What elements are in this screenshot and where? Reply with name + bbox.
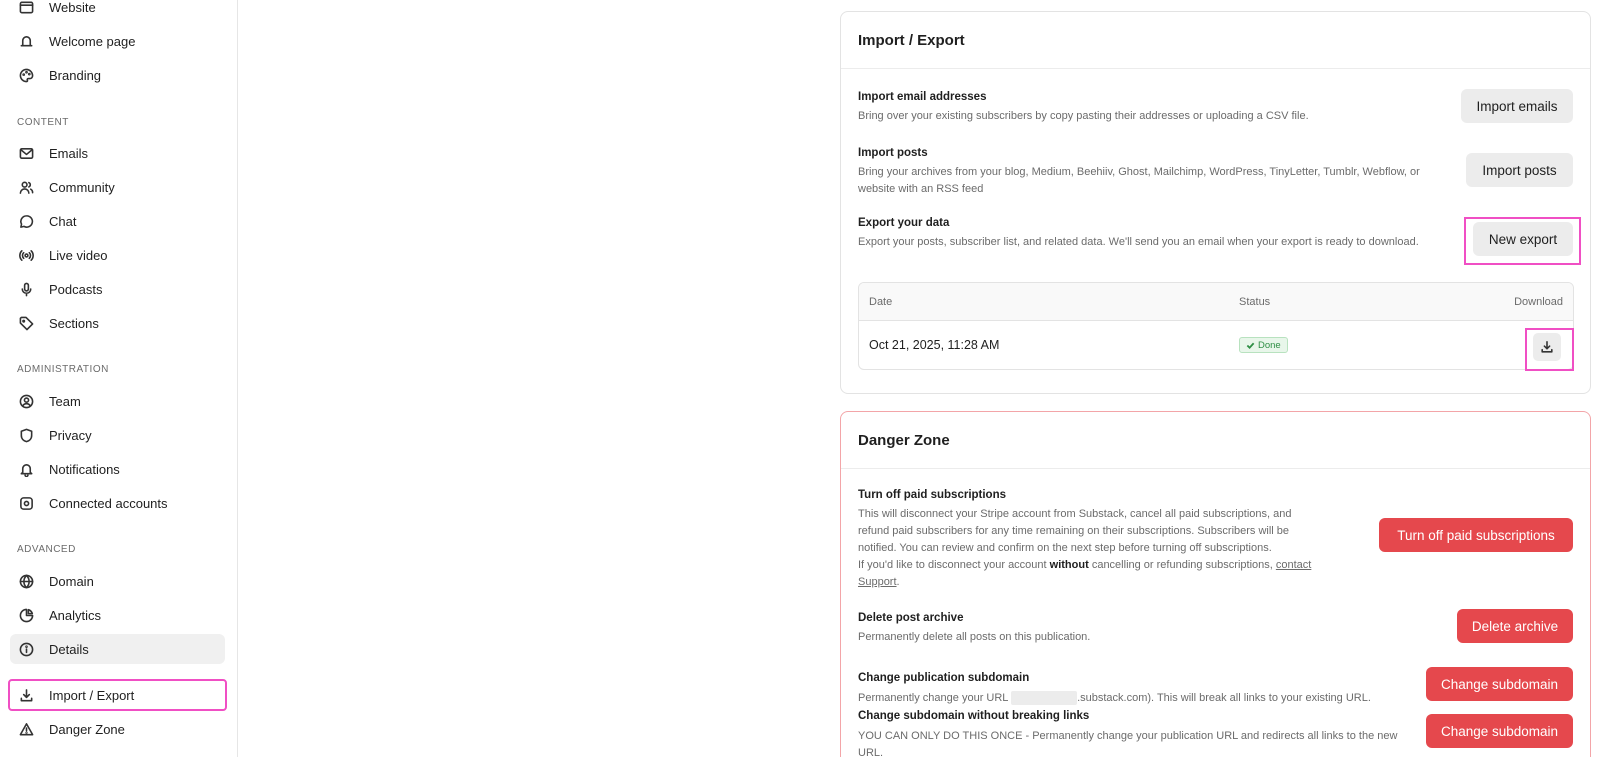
- danger-zone-title: Danger Zone: [858, 432, 950, 449]
- description-text: Permanently change your URL: [858, 692, 1012, 704]
- export-date: Oct 21, 2025, 11:28 AM: [869, 338, 1000, 352]
- card-divider: [841, 68, 1590, 69]
- sidebar-item-domain[interactable]: [10, 566, 225, 596]
- download-icon: [18, 687, 34, 703]
- sidebar-item-import-export[interactable]: [10, 681, 225, 709]
- delete-archive-title: Delete post archive: [858, 612, 964, 624]
- column-header-download: Download: [1514, 296, 1563, 308]
- delete-archive-description: Permanently delete all posts on this publication.: [858, 631, 1091, 643]
- chat-icon: [18, 213, 34, 229]
- check-icon: [1246, 341, 1255, 350]
- description-emphasis: without: [1049, 559, 1089, 571]
- sidebar-item-label: Notifications: [49, 461, 120, 477]
- sidebar-section-content-heading: CONTENT: [17, 117, 69, 128]
- change-subdomain-no-break-button[interactable]: Change subdomain: [1426, 714, 1573, 748]
- change-subdomain-no-break-title: Change subdomain without breaking links: [858, 710, 1090, 722]
- sidebar-item-label: Website: [49, 0, 96, 15]
- export-data-title: Export your data: [858, 217, 950, 229]
- description-line: [858, 557, 1358, 574]
- settings-sidebar: [0, 0, 238, 757]
- description-text: If you'd like to disconnect your account: [858, 559, 1050, 571]
- user-circle-icon: [18, 393, 34, 409]
- warning-icon: [18, 721, 34, 737]
- turn-off-paid-description: [858, 506, 1358, 591]
- sidebar-item-label: Welcome page: [49, 33, 136, 49]
- card-divider: [841, 468, 1590, 469]
- import-posts-title: Import posts: [858, 147, 928, 159]
- status-badge-label: Done: [1258, 339, 1281, 351]
- sidebar-item-danger-zone[interactable]: [10, 714, 225, 744]
- settings-icon: [18, 495, 34, 511]
- sidebar-item-chat[interactable]: [10, 206, 225, 236]
- sidebar-item-sections[interactable]: [10, 308, 225, 338]
- microphone-icon: [18, 281, 34, 297]
- sidebar-item-welcome-page[interactable]: [10, 26, 225, 56]
- column-header-date: Date: [869, 296, 893, 308]
- sidebar-item-label: Live video: [49, 247, 108, 263]
- sidebar-item-label: Podcasts: [49, 281, 103, 297]
- sidebar-item-website[interactable]: [10, 0, 225, 22]
- description-line: This will disconnect your Stripe account from Substack, cancel all paid subscriptions, and: [858, 508, 1292, 520]
- sidebar-item-branding[interactable]: [10, 60, 225, 90]
- sidebar-item-label: Privacy: [49, 427, 92, 443]
- delete-archive-button[interactable]: Delete archive: [1457, 609, 1573, 643]
- bell-icon: [18, 461, 34, 477]
- contact-support-link[interactable]: Support: [858, 576, 897, 588]
- sidebar-item-live-video[interactable]: [10, 240, 225, 270]
- sidebar-item-label: Emails: [49, 145, 89, 161]
- sidebar-item-label: Team: [49, 393, 81, 409]
- sidebar-item-team[interactable]: [10, 386, 225, 416]
- redacted-subdomain: [1011, 691, 1077, 705]
- info-icon: [18, 641, 34, 657]
- sidebar-item-label: Chat: [49, 213, 77, 229]
- bell-stand-icon: [18, 33, 34, 49]
- import-posts-description: Bring your archives from your blog, Medium, Beehiiv, Ghost, Mailchimp, WordPress, TinyLetter, Tumblr, Webflow, or website with an RSS feed: [858, 166, 1420, 195]
- shield-icon: [18, 427, 34, 443]
- change-subdomain-button[interactable]: Change subdomain: [1426, 667, 1573, 701]
- new-export-button[interactable]: New export: [1473, 222, 1573, 256]
- sidebar-item-podcasts[interactable]: [10, 274, 225, 304]
- sidebar-item-label: Danger Zone: [49, 721, 125, 737]
- globe-icon: [18, 573, 34, 589]
- import-emails-button[interactable]: Import emails: [1461, 89, 1573, 123]
- sidebar-item-label: Connected accounts: [49, 495, 168, 511]
- sidebar-item-label: Sections: [49, 315, 99, 331]
- broadcast-icon: [18, 247, 34, 263]
- sidebar-item-analytics[interactable]: [10, 600, 225, 630]
- contact-support-link[interactable]: contact: [1275, 559, 1312, 571]
- sidebar-item-label: Details: [49, 641, 89, 657]
- turn-off-paid-subscriptions-button[interactable]: Turn off paid subscriptions: [1379, 518, 1573, 552]
- mail-icon: [18, 145, 34, 161]
- pie-chart-icon: [18, 607, 34, 623]
- sidebar-item-label: Domain: [49, 573, 94, 589]
- description-line: [858, 574, 1358, 591]
- import-export-title: Import / Export: [858, 32, 965, 49]
- sidebar-item-privacy[interactable]: [10, 420, 225, 450]
- change-subdomain-title: Change publication subdomain: [858, 672, 1030, 684]
- sidebar-item-label: Branding: [49, 67, 102, 83]
- export-data-description: Export your posts, subscriber list, and related data. We'll send you an email when your export is ready to download.: [858, 236, 1419, 248]
- import-emails-description: Bring over your existing subscribers by copy pasting their addresses or uploading a CSV file.: [858, 110, 1309, 122]
- turn-off-paid-title: Turn off paid subscriptions: [858, 489, 1007, 501]
- sidebar-item-connected-accounts[interactable]: [10, 488, 225, 518]
- browser-icon: [18, 0, 34, 15]
- change-subdomain-no-break-description: YOU CAN ONLY DO THIS ONCE - Permanently change your publication URL and redirects all links to the new URL.: [858, 730, 1398, 757]
- sidebar-item-emails[interactable]: [10, 138, 225, 168]
- highlight-frame: [1525, 328, 1574, 371]
- sidebar-item-label: Analytics: [49, 607, 102, 623]
- sidebar-item-details[interactable]: [10, 634, 225, 664]
- description-text: cancelling or refunding subscriptions,: [1088, 559, 1276, 571]
- exports-table: [858, 282, 1574, 370]
- users-icon: [18, 179, 34, 195]
- column-header-status: Status: [1239, 296, 1271, 308]
- table-header: [859, 283, 1573, 321]
- danger-zone-card: [840, 411, 1591, 757]
- palette-icon: [18, 67, 34, 83]
- sidebar-section-advanced-heading: ADVANCED: [17, 544, 76, 555]
- description-line: notified. You can review and confirm on the next step before turning off subscriptions.: [858, 542, 1272, 554]
- import-emails-title: Import email addresses: [858, 91, 987, 103]
- sidebar-item-label: Community: [49, 179, 115, 195]
- sidebar-item-community[interactable]: [10, 172, 225, 202]
- sidebar-item-label: Import / Export: [49, 687, 135, 703]
- tag-icon: [18, 315, 34, 331]
- change-subdomain-description: [858, 690, 1418, 707]
- sidebar-section-administration-heading: ADMINISTRATION: [17, 364, 109, 375]
- sidebar-item-notifications[interactable]: [10, 454, 225, 484]
- status-badge: [1239, 337, 1288, 353]
- import-posts-button[interactable]: Import posts: [1466, 153, 1573, 187]
- description-line: refund paid subscribers for any time remaining on their subscriptions. Subscribers will be: [858, 525, 1290, 537]
- description-text: .: [896, 576, 900, 588]
- import-export-card: [840, 11, 1591, 394]
- description-text: .substack.com). This will break all links to your existing URL.: [1077, 692, 1371, 704]
